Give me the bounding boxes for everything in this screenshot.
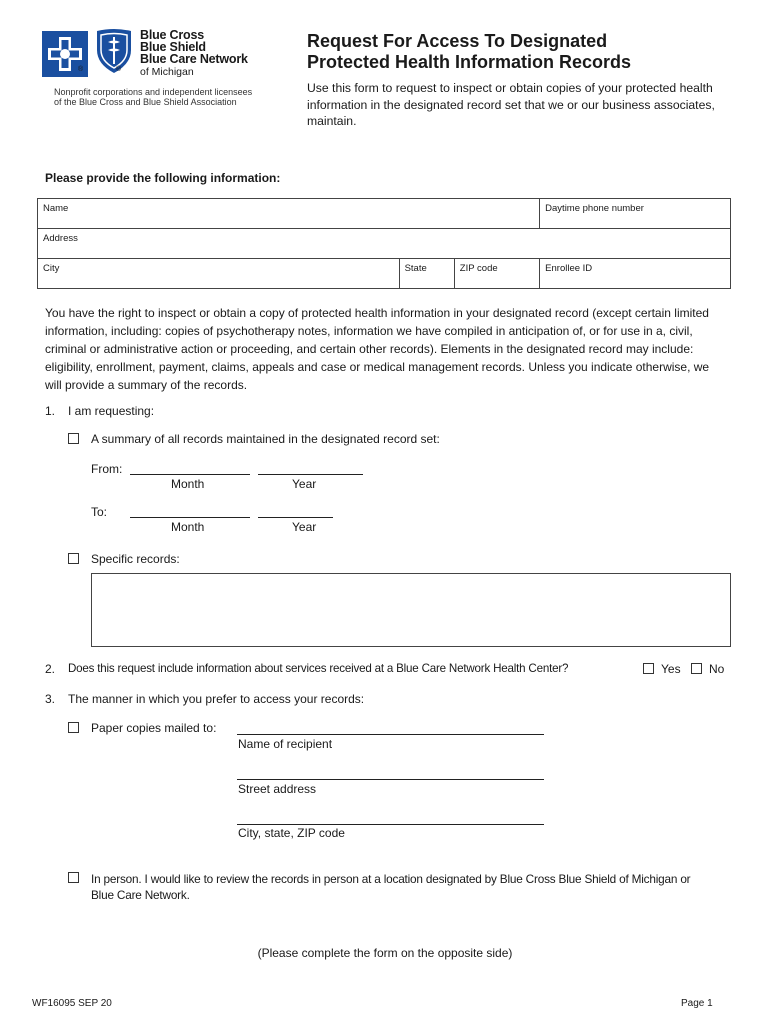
brand-sub: of Michigan <box>140 66 194 78</box>
blue-shield-icon <box>94 28 134 74</box>
to-month-caption: Month <box>171 520 205 534</box>
from-month-input[interactable] <box>130 460 250 475</box>
specific-records-textbox[interactable] <box>91 573 731 647</box>
info-table <box>37 198 731 289</box>
specific-records-checkbox[interactable] <box>68 553 79 564</box>
q1-label: I am requesting: <box>68 404 155 418</box>
brand-name <box>140 29 248 78</box>
q2-yes-checkbox[interactable] <box>643 663 654 674</box>
brand-line-2: Blue Shield <box>140 40 206 54</box>
from-label: From: <box>91 462 123 476</box>
summary-option-label: A summary of all records maintained in the designated record set: <box>91 432 440 446</box>
in-person-label: In person. I would like to review the records in person at a location designated by Blue Cross Blue Shield of Michigan or Blue Care Network. <box>91 872 691 902</box>
state-label: State <box>404 263 427 274</box>
street-address-caption: Street address <box>238 782 317 796</box>
q2-number: 2. <box>45 662 56 676</box>
brand-line-3: Blue Care Network <box>140 52 248 66</box>
name-field[interactable] <box>38 199 540 229</box>
city-state-zip-input[interactable] <box>237 810 544 825</box>
from-year-input[interactable] <box>258 460 363 475</box>
brand-line-1: Blue Cross <box>140 28 204 42</box>
form-intro: Use this form to request to inspect or obtain copies of your protected health information in the designated record set that we or our business associates, maintain. <box>307 81 715 128</box>
q2-yes-label: Yes <box>661 662 681 676</box>
zip-field[interactable] <box>454 259 539 289</box>
form-title-line-1: Request For Access To Designated <box>307 31 608 51</box>
name-label: Name <box>43 203 69 214</box>
street-address-input[interactable] <box>237 765 544 780</box>
recipient-name-input[interactable] <box>237 720 544 735</box>
address-label: Address <box>43 233 78 244</box>
summary-checkbox[interactable] <box>68 433 79 444</box>
form-header <box>307 31 737 130</box>
tagline-line-2: of the Blue Cross and Blue Shield Association <box>54 97 237 107</box>
paper-copies-label: Paper copies mailed to: <box>91 721 217 735</box>
city-field[interactable] <box>38 259 400 289</box>
page-number: Page 1 <box>681 998 713 1009</box>
to-year-caption: Year <box>292 520 317 534</box>
q3-number: 3. <box>45 692 56 706</box>
recipient-name-caption: Name of recipient <box>238 737 333 751</box>
specific-records-label: Specific records: <box>91 552 180 566</box>
to-year-input[interactable] <box>258 503 333 518</box>
city-state-zip-caption: City, state, ZIP code <box>238 826 345 840</box>
city-label: City <box>43 263 60 274</box>
form-title-line-2: Protected Health Information Records <box>307 52 632 72</box>
enrollee-id-label: Enrollee ID <box>545 263 593 274</box>
registered-mark: ® <box>116 66 122 73</box>
tagline-line-1: Nonprofit corporations and independent licensees <box>54 87 253 97</box>
address-field[interactable] <box>38 229 731 259</box>
daytime-phone-label: Daytime phone number <box>545 203 644 214</box>
logo-tagline <box>54 87 252 107</box>
form-code: WF16095 SEP 20 <box>32 998 112 1009</box>
paper-copies-checkbox[interactable] <box>68 722 79 733</box>
zip-label: ZIP code <box>459 263 498 274</box>
info-heading: Please provide the following information: <box>45 171 281 185</box>
q3-label: The manner in which you prefer to access your records: <box>68 692 365 706</box>
from-month-caption: Month <box>171 477 205 491</box>
enrollee-id-field[interactable] <box>540 259 731 289</box>
q2-no-checkbox[interactable] <box>691 663 702 674</box>
q2-label: Does this request include information about services received at a Blue Care Network Health Center? <box>68 662 569 675</box>
q1-number: 1. <box>45 404 56 418</box>
continue-note: (Please complete the form on the opposite side) <box>257 946 513 960</box>
state-field[interactable] <box>399 259 454 289</box>
q2-no-label: No <box>709 662 725 676</box>
bcbs-logo <box>42 28 262 108</box>
from-year-caption: Year <box>292 477 317 491</box>
to-month-input[interactable] <box>130 503 250 518</box>
daytime-phone-field[interactable] <box>540 199 731 229</box>
in-person-checkbox[interactable] <box>68 872 79 883</box>
rights-paragraph: You have the right to inspect or obtain a copy of protected health information in your designated record (except certain limited information, including: copies of psychotherapy notes, information we have compiled in anticipation of, or for use in a, civil, criminal or administrative action or proceeding, and certain other records). Elements in the designated record may include: eligibility, enrollment, payment, claims, appeals and case or medical management records. Unless you indicate otherwise, we will provide a summary of the records. <box>45 306 710 392</box>
to-label: To: <box>91 505 108 519</box>
registered-mark: ® <box>78 66 84 73</box>
